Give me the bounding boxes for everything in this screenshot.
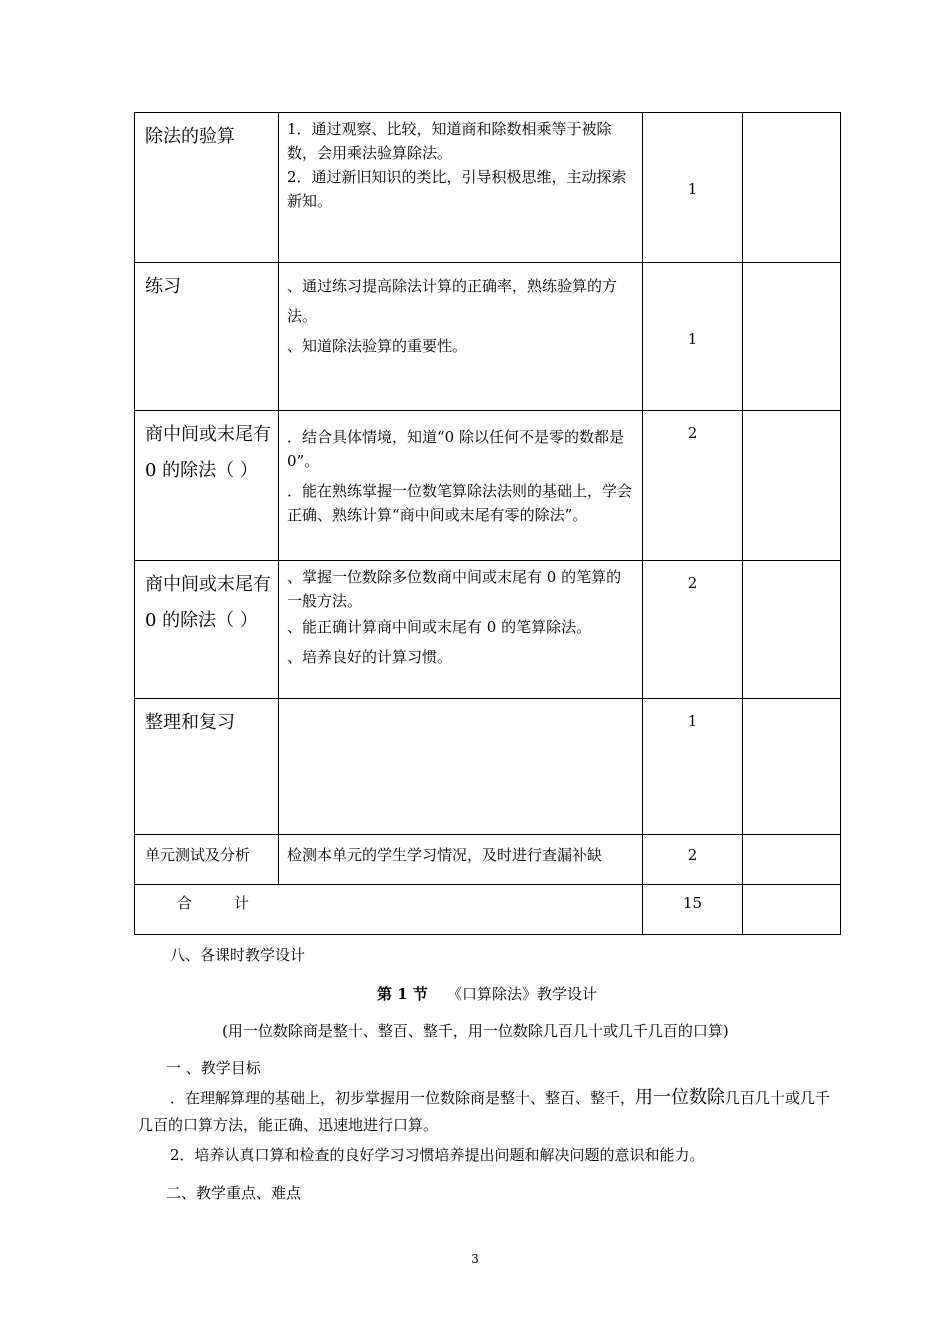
goals-cell xyxy=(279,561,643,699)
goal-1-text-b: 用一位数除 xyxy=(635,1087,726,1108)
table-row xyxy=(135,699,841,835)
remarks-cell xyxy=(743,699,841,835)
table-row xyxy=(135,411,841,561)
goal-paragraph-1 xyxy=(138,1084,840,1139)
hours-cell: 2 xyxy=(643,835,743,885)
lesson-subtitle: (用一位数除商是整十、整百、整千，用一位数除几百几十或几千几百的口算) xyxy=(222,1022,729,1040)
total-label-cell xyxy=(135,885,643,935)
total-label-b: 计 xyxy=(234,894,250,912)
goal-text: 1．通过观察、比较，知道商和除数相乘等于被除数，会用乘法验算除法。 xyxy=(287,120,612,162)
topic-cell: 商中间或末尾有 0 的除法（ ） xyxy=(135,561,279,699)
hours-cell: 1 xyxy=(643,699,743,835)
table-row xyxy=(135,113,841,263)
lesson-title xyxy=(134,983,840,1004)
lesson-title-number: 第 1 节 xyxy=(377,985,428,1003)
goals-cell xyxy=(279,113,643,263)
topic-cell: 整理和复习 xyxy=(135,699,279,835)
remarks-cell xyxy=(743,113,841,263)
goals-cell xyxy=(279,411,643,561)
goals-cell xyxy=(279,699,643,835)
goal-text: 、掌握一位数除多位数商中间或末尾有 0 的笔算的一般方法。 xyxy=(287,568,622,610)
goals-heading: 一 、教学目标 xyxy=(166,1059,261,1077)
lesson-plan-table xyxy=(134,112,841,935)
hours-cell: 1 xyxy=(643,263,743,411)
goal-text: ．结合具体情境，知道“0 除以任何不是零的数都是 0”。 xyxy=(287,428,624,470)
goals-cell xyxy=(279,835,643,885)
remarks-cell xyxy=(743,561,841,699)
table-row xyxy=(135,835,841,885)
goal-text: 、知道除法验算的重要性。 xyxy=(287,337,468,355)
section-heading: 八、各课时教学设计 xyxy=(170,946,306,964)
lesson-title-text: 《口算除法》教学设计 xyxy=(446,985,597,1003)
remarks-cell xyxy=(743,835,841,885)
topic-cell: 除法的验算 xyxy=(135,113,279,263)
key-points-heading: 二、教学重点、难点 xyxy=(166,1184,302,1202)
remarks-cell xyxy=(743,263,841,411)
total-hours-cell: 15 xyxy=(643,885,743,935)
goal-1-text-a: ．在理解算理的基础上，初步掌握用一位数除商是整十、整百、整千， xyxy=(170,1089,636,1107)
page-number: 3 xyxy=(471,1252,479,1266)
goals-cell xyxy=(279,263,643,411)
goal-text: 、培养良好的计算习惯。 xyxy=(287,648,453,666)
topic-cell: 练习 xyxy=(135,263,279,411)
hours-cell: 2 xyxy=(643,411,743,561)
remarks-cell xyxy=(743,411,841,561)
table-row-total xyxy=(135,885,841,935)
table-row xyxy=(135,561,841,699)
goal-text: 2．通过新旧知识的类比，引导积极思维，主动探索新知。 xyxy=(287,168,627,210)
topic-cell: 商中间或末尾有 0 的除法（ ） xyxy=(135,411,279,561)
hours-cell: 2 xyxy=(643,561,743,699)
goal-text: 检测本单元的学生学习情况，及时进行查漏补缺 xyxy=(287,846,603,864)
topic-cell: 单元测试及分析 xyxy=(135,835,279,885)
hours-cell: 1 xyxy=(643,113,743,263)
goal-1-text-c: 几百几 xyxy=(725,1089,771,1107)
goal-text: 、能正确计算商中间或末尾有 0 的笔算除法。 xyxy=(287,618,592,636)
remarks-cell xyxy=(743,885,841,935)
goal-text: 、通过练习提高除法计算的正确率，熟练验算的方法。 xyxy=(287,277,618,325)
goal-paragraph-2: 2．培养认真口算和检查的良好学习习惯培养提出问题和解决问题的意识和能力。 xyxy=(170,1146,705,1164)
goal-text: ．能在熟练掌握一位数笔算除法法则的基础上，学会正确、熟练计算“商中间或末尾有零的除法”。 xyxy=(287,482,633,524)
goal-1-text-d: 十或几千几百的口算方法，能正确、迅速地进行口算。 xyxy=(138,1089,831,1134)
table-row xyxy=(135,263,841,411)
total-label-a: 合 xyxy=(177,894,193,912)
